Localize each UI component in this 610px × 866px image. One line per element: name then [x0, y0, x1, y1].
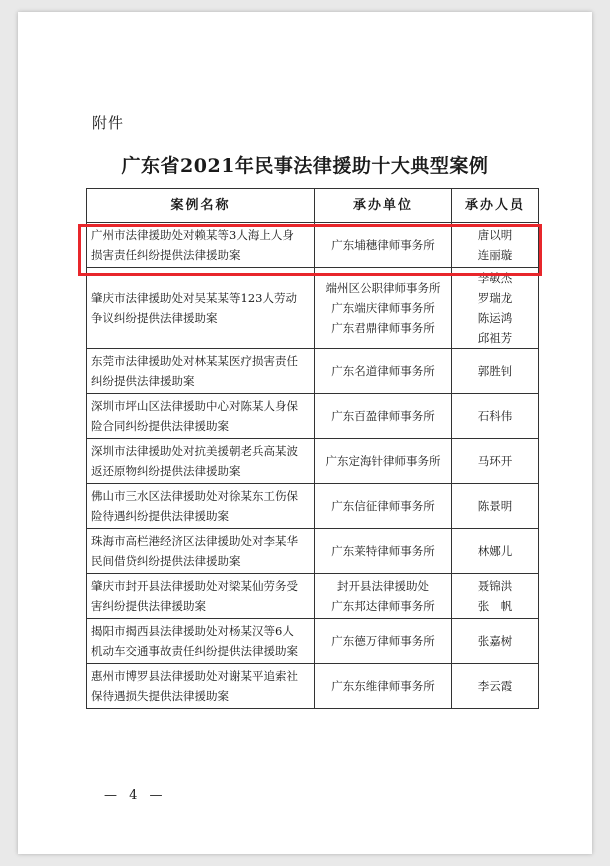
case-name-cell: [87, 574, 315, 619]
people-line: 郭胜钊: [477, 364, 513, 378]
people-line: 罗瑞龙: [477, 291, 513, 305]
unit-line: 广东莱特律师事务所: [331, 544, 435, 558]
header-unit: 承办单位: [315, 189, 452, 223]
case-name-line: 深圳市法律援助处对抗美援朝老兵高某波: [91, 444, 298, 458]
people-line: 李云霞: [477, 679, 513, 693]
table-row: [87, 619, 539, 664]
unit-line: 广东埔穗律师事务所: [331, 238, 435, 252]
people-line: 陈运鸿: [477, 311, 513, 325]
table-row: [87, 268, 539, 349]
table-row: [87, 574, 539, 619]
attachment-label: 附件: [92, 114, 125, 132]
case-name-cell: [87, 349, 315, 394]
case-name-cell: [87, 223, 315, 268]
case-name-line: 保待遇损失提供法律援助案: [91, 689, 229, 703]
people-line: 马环开: [477, 454, 513, 468]
unit-line: 广东邦达律师事务所: [331, 599, 435, 613]
case-name-line: 险待遇纠纷提供法律援助案: [91, 509, 229, 523]
case-name-line: 纠纷提供法律援助案: [91, 374, 195, 388]
case-name-cell: [87, 529, 315, 574]
people-line: 连丽璇: [477, 248, 513, 262]
table-row: [87, 664, 539, 709]
people-line: 林娜儿: [477, 544, 513, 558]
unit-cell: [315, 394, 452, 439]
people-cell: [452, 268, 539, 349]
people-line: 邱祖芳: [477, 331, 513, 345]
unit-line: 广东德万律师事务所: [331, 634, 435, 648]
header-case-name: 案例名称: [87, 189, 315, 223]
case-name-cell: [87, 439, 315, 484]
people-cell: [452, 349, 539, 394]
unit-cell: [315, 664, 452, 709]
table-header-row: [87, 189, 539, 223]
case-name-cell: [87, 619, 315, 664]
table-row: [87, 394, 539, 439]
people-cell: [452, 223, 539, 268]
unit-cell: [315, 439, 452, 484]
people-cell: [452, 484, 539, 529]
case-name-line: 佛山市三水区法律援助处对徐某东工伤保: [91, 489, 298, 503]
table-row: [87, 484, 539, 529]
unit-line: 广东信征律师事务所: [331, 499, 435, 513]
unit-cell: [315, 529, 452, 574]
people-cell: [452, 529, 539, 574]
case-name-cell: [87, 268, 315, 349]
table-row: [87, 439, 539, 484]
people-line: 李敏杰: [477, 271, 513, 285]
case-name-line: 损害责任纠纷提供法律援助案: [91, 248, 241, 262]
case-name-line: 肇庆市封开县法律援助处对梁某仙劳务受: [91, 579, 298, 593]
case-name-line: 深圳市坪山区法律援助中心对陈某人身保: [91, 399, 298, 413]
case-name-line: 惠州市博罗县法律援助处对谢某平追索社: [91, 669, 298, 683]
unit-line: 广东端庆律师事务所: [331, 301, 435, 315]
table-row: [87, 349, 539, 394]
case-name-line: 返还原物纠纷提供法律援助案: [91, 464, 241, 478]
unit-line: 广东定海针律师事务所: [325, 454, 441, 468]
case-name-line: 广州市法律援助处对赖某等3人海上人身: [91, 228, 294, 242]
document-page: [18, 12, 592, 854]
people-line: 石科伟: [477, 409, 513, 423]
unit-cell: [315, 619, 452, 664]
unit-cell: [315, 574, 452, 619]
people-cell: [452, 439, 539, 484]
case-name-line: 争议纠纷提供法律援助案: [91, 311, 218, 325]
unit-line: 广东君鼎律师事务所: [331, 321, 435, 335]
case-name-line: 害纠纷提供法律援助案: [91, 599, 206, 613]
unit-line: 端州区公职律师事务所: [325, 281, 441, 295]
case-name-line: 肇庆市法律援助处对吴某某等123人劳动: [91, 291, 297, 305]
header-people: 承办人员: [452, 189, 539, 223]
case-name-line: 险合同纠纷提供法律援助案: [91, 419, 229, 433]
people-line: 唐以明: [477, 228, 513, 242]
document-title: 广东省2021年民事法律援助十大典型案例: [121, 155, 489, 177]
case-name-line: 民间借贷纠纷提供法律援助案: [91, 554, 241, 568]
case-name-line: 珠海市高栏港经济区法律援助处对李某华: [91, 534, 298, 548]
unit-line: 广东东维律师事务所: [331, 679, 435, 693]
case-name-line: 揭阳市揭西县法律援助处对杨某汉等6人: [91, 624, 294, 638]
people-cell: [452, 574, 539, 619]
case-name-line: 东莞市法律援助处对林某某医疗损害责任: [91, 354, 298, 368]
people-cell: [452, 394, 539, 439]
case-name-line: 机动车交通事故责任纠纷提供法律援助案: [91, 644, 298, 658]
people-line: 张 帆: [477, 599, 513, 613]
unit-line: 广东百盈律师事务所: [331, 409, 435, 423]
case-table: [86, 188, 539, 709]
case-name-cell: [87, 394, 315, 439]
unit-cell: [315, 268, 452, 349]
unit-line: 封开县法律援助处: [337, 579, 429, 593]
people-cell: [452, 664, 539, 709]
table-row: [87, 223, 539, 268]
page-number: — 4 —: [104, 788, 167, 803]
case-name-cell: [87, 664, 315, 709]
unit-cell: [315, 349, 452, 394]
people-line: 聂锦洪: [477, 579, 513, 593]
unit-cell: [315, 223, 452, 268]
table-row: [87, 529, 539, 574]
people-line: 张嘉树: [477, 634, 513, 648]
people-cell: [452, 619, 539, 664]
unit-cell: [315, 484, 452, 529]
case-name-cell: [87, 484, 315, 529]
unit-line: 广东名道律师事务所: [331, 364, 435, 378]
people-line: 陈景明: [477, 499, 513, 513]
